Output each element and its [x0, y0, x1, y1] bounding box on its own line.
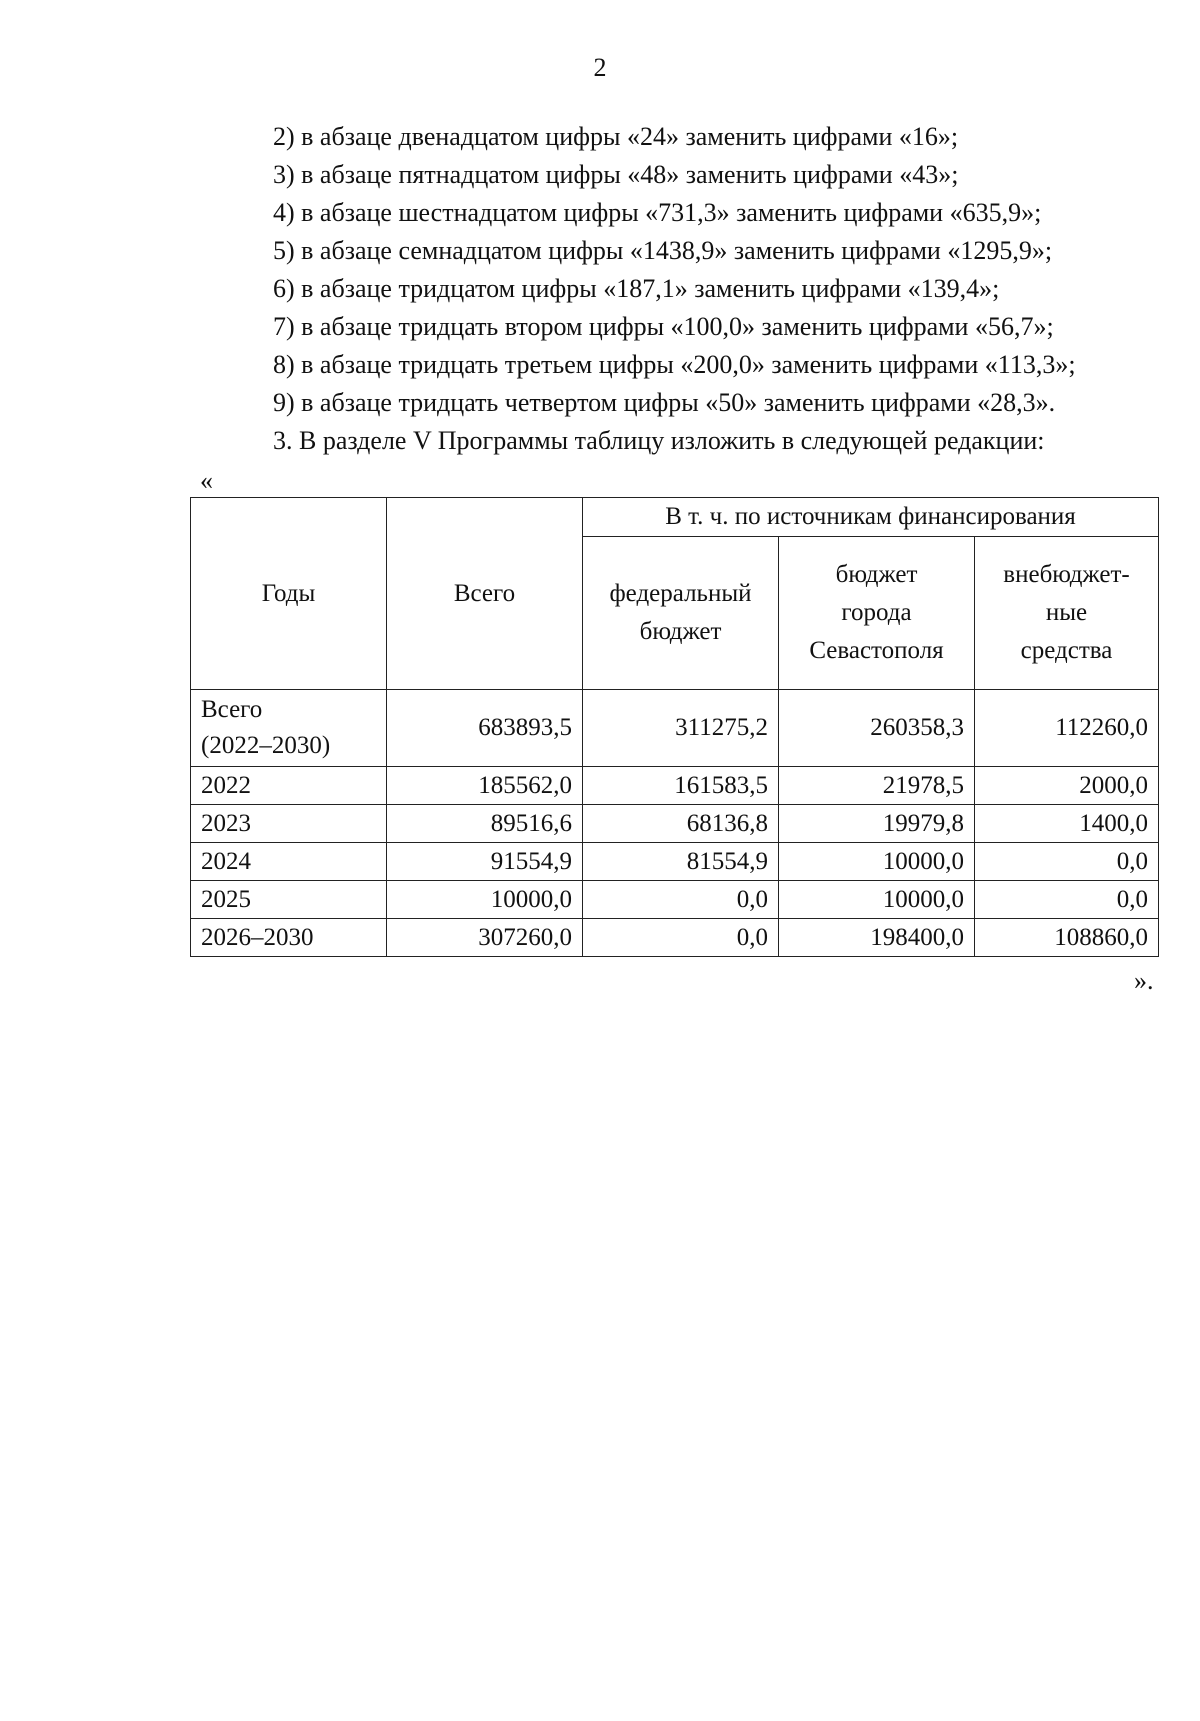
amendment-item: 7) в абзаце тридцать втором цифры «100,0» заменить цифрами «56,7»;	[273, 312, 1054, 341]
cell-city: 10000,0	[779, 881, 975, 919]
table-row	[191, 805, 1159, 843]
cell-city: 10000,0	[779, 843, 975, 881]
cell-total: 185562,0	[387, 767, 583, 805]
header-federal-line: федеральный	[609, 580, 752, 607]
cell-federal: 68136,8	[583, 805, 779, 843]
cell-year: 2026–2030	[191, 919, 387, 957]
cell-total: 683893,5	[387, 690, 583, 767]
header-extra-line: средства	[1020, 637, 1113, 664]
cell-city: 260358,3	[779, 690, 975, 767]
table-row	[191, 881, 1159, 919]
header-city-line: города	[841, 599, 912, 626]
closing-quote: ».	[1134, 966, 1154, 995]
cell-federal: 0,0	[583, 881, 779, 919]
section-intro: 3. В разделе V Программы таблицу изложить в следующей редакции:	[273, 426, 1045, 455]
cell-total: 307260,0	[387, 919, 583, 957]
row-label-line: Всего	[201, 696, 263, 723]
cell-city: 198400,0	[779, 919, 975, 957]
amendment-item: 5) в абзаце семнадцатом цифры «1438,9» заменить цифрами «1295,9»;	[273, 236, 1053, 265]
cell-federal: 81554,9	[583, 843, 779, 881]
cell-total: 89516,6	[387, 805, 583, 843]
header-federal-line: бюджет	[639, 618, 722, 645]
cell-extra: 2000,0	[975, 767, 1159, 805]
table-row	[191, 919, 1159, 957]
cell-total: 10000,0	[387, 881, 583, 919]
cell-extra: 0,0	[975, 843, 1159, 881]
cell-federal: 311275,2	[583, 690, 779, 767]
amendment-item: 6) в абзаце тридцатом цифры «187,1» заменить цифрами «139,4»;	[273, 274, 1000, 303]
header-federal	[583, 537, 779, 690]
opening-quote: «	[200, 466, 213, 495]
table-row	[191, 767, 1159, 805]
cell-year: 2025	[191, 881, 387, 919]
cell-year: 2023	[191, 805, 387, 843]
page-number: 2	[593, 53, 607, 82]
cell-extra: 0,0	[975, 881, 1159, 919]
cell-year: 2022	[191, 767, 387, 805]
amendment-item: 9) в абзаце тридцать четвертом цифры «50» заменить цифрами «28,3».	[273, 388, 1056, 417]
cell-extra: 112260,0	[975, 690, 1159, 767]
amendment-list	[273, 118, 1173, 460]
cell-federal: 0,0	[583, 919, 779, 957]
cell-city: 19979,8	[779, 805, 975, 843]
header-total: Всего	[387, 498, 583, 690]
amendment-item: 3) в абзаце пятнадцатом цифры «48» заменить цифрами «43»;	[273, 160, 959, 189]
cell-extra: 1400,0	[975, 805, 1159, 843]
cell-total: 91554,9	[387, 843, 583, 881]
cell-federal: 161583,5	[583, 767, 779, 805]
cell-year: 2024	[191, 843, 387, 881]
row-label-line: (2022–2030)	[201, 732, 331, 759]
header-city-line: бюджет	[835, 561, 918, 588]
header-extra-line: внебюджет-	[1003, 561, 1130, 588]
amendment-item: 8) в абзаце тридцать третьем цифры «200,0» заменить цифрами «113,3»;	[273, 350, 1076, 379]
header-city	[779, 537, 975, 690]
header-years: Годы	[191, 498, 387, 690]
table-row-total	[191, 690, 1159, 767]
header-sources-group: В т. ч. по источникам финансирования	[583, 498, 1159, 537]
table-row	[191, 843, 1159, 881]
header-extra	[975, 537, 1159, 690]
cell-extra: 108860,0	[975, 919, 1159, 957]
header-city-line: Севастополя	[809, 637, 944, 664]
header-extra-line: ные	[1045, 599, 1088, 626]
cell-city: 21978,5	[779, 767, 975, 805]
amendment-item: 2) в абзаце двенадцатом цифры «24» заменить цифрами «16»;	[273, 122, 959, 151]
amendment-item: 4) в абзаце шестнадцатом цифры «731,3» заменить цифрами «635,9»;	[273, 198, 1042, 227]
financing-table	[190, 497, 1159, 957]
row-label	[191, 690, 387, 767]
table-header-row	[191, 498, 1159, 537]
